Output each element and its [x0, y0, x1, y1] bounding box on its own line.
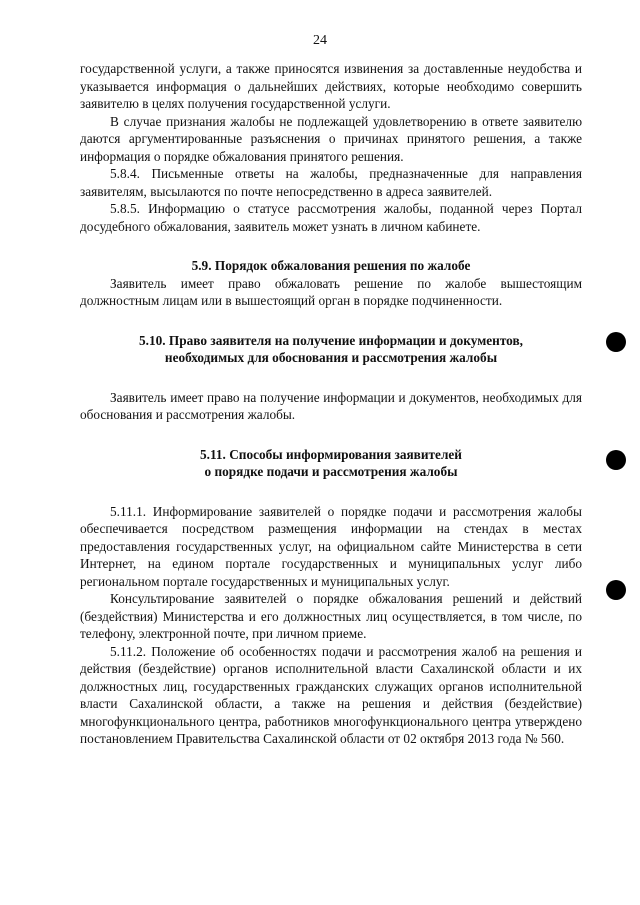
section-heading-5-11-line1: 5.11. Способы информирования заявителей — [200, 446, 462, 462]
punch-hole-3 — [606, 580, 626, 600]
punch-hole-2 — [606, 450, 626, 470]
section-heading-5-11-line2: о порядке подачи и рассмотрения жалобы — [204, 464, 458, 479]
paragraph: Заявитель имеет право на получение информации и документов, необходимых для обоснования и рассмотрения жалобы. — [80, 389, 582, 422]
paragraph: 5.11.2. Положение об особенностях подачи и рассмотрения жалоб на решения и действия (бездействие) органов исполнительной власти Сахалинской области и их должностных лиц, государственных гражданских служащих органов исполнительной власти Сахалинской области, а также на решения и действия (бездействие) многофункционального центра, работников многофункционального центра утверждено постановлением Правительства Сахалинской области от 02 октября 2013 года № 560. — [80, 643, 582, 746]
section-heading-5-10-line2: необходимых для обоснования и рассмотрения жалобы — [164, 350, 498, 365]
section-heading-5-9: 5.9. Порядок обжалования решения по жалобе — [191, 258, 471, 273]
punch-hole-1 — [606, 332, 626, 352]
section-heading-5-10-line1: 5.10. Право заявителя на получение информации и документов, — [138, 332, 524, 348]
paragraph: Заявитель имеет право обжаловать решение по жалобе вышестоящим должностным лицам или в вышестоящий орган в порядке подчиненности. — [80, 275, 582, 308]
document-body — [80, 60, 582, 748]
paragraph: Консультирование заявителей о порядке обжалования решений и действий (бездействия) Министерства и его должностных лиц осуществляется, в том числе, по телефону, электронной почте, при личном приеме. — [80, 591, 582, 641]
paragraph: государственной услуги, а также приносятся извинения за доставленные неудобства и указывается информация о дальнейших действиях, которые необходимо совершить заявителю в целях получения государственной услуги. — [80, 61, 582, 111]
paragraph: 5.8.4. Письменные ответы на жалобы, предназначенные для направления заявителям, высылаются по почте непосредственно в адреса заявителей. — [80, 166, 582, 199]
paragraph: В случае признания жалобы не подлежащей удовлетворению в ответе заявителю даются аргументированные разъяснения о причинах принятого решения, а также информация о порядке обжалования принятого решения. — [80, 113, 582, 164]
paragraph: 5.11.1. Информирование заявителей о порядке подачи и рассмотрения жалобы обеспечивается посредством размещения информации на стендах в местах предоставления государственных услуг, на официальном сайте Министерства в сети Интернет, на едином портале государственных и муниципальных услуг либо региональном портале государственных и муниципальных услуг. — [80, 503, 582, 589]
paragraph: 5.8.5. Информацию о статусе рассмотрения жалобы, поданной через Портал досудебного обжалования, заявитель может узнать в личном кабинете. — [80, 201, 582, 234]
page-number: 24 — [313, 33, 327, 48]
